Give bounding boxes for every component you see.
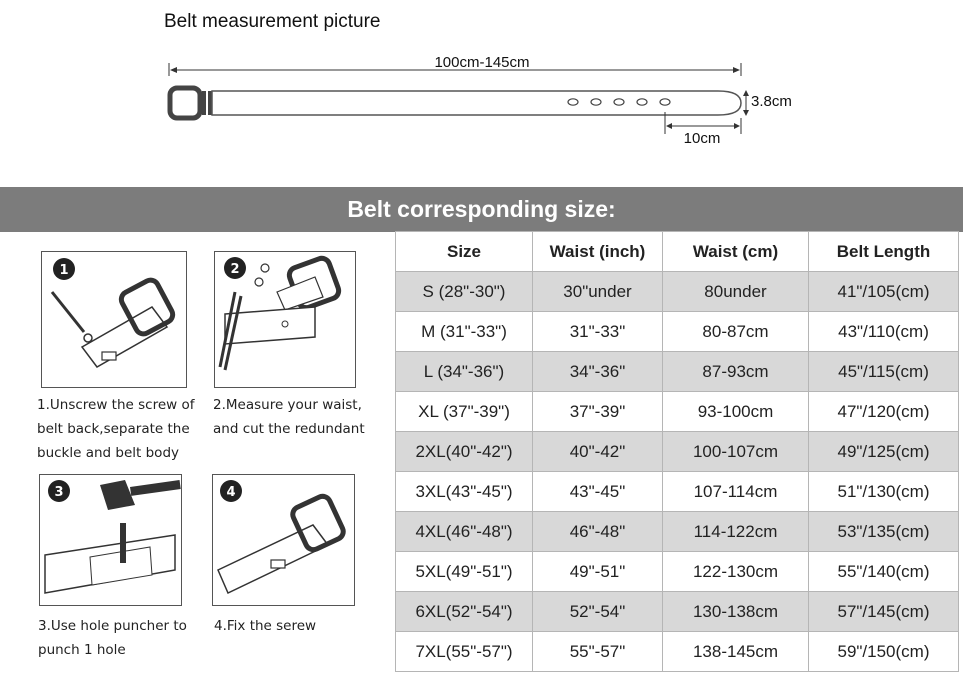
table-cell: 49"/125(cm) — [809, 432, 959, 472]
step-2-image — [214, 251, 356, 388]
table-cell: 40"-42" — [533, 432, 663, 472]
table-cell: 107-114cm — [663, 472, 809, 512]
size-table — [395, 231, 959, 672]
step-4-caption: 4.Fix the serew — [214, 618, 317, 634]
step-4-image — [212, 474, 355, 606]
table-cell: XL (37"-39") — [396, 392, 533, 432]
table-cell: 34"-36" — [533, 352, 663, 392]
header-waist-inch: Waist (inch) — [533, 232, 663, 272]
table-cell: 114-122cm — [663, 512, 809, 552]
table-cell: 51"/130(cm) — [809, 472, 959, 512]
table-cell: 46"-48" — [533, 512, 663, 552]
buckle-icon — [170, 88, 212, 118]
tip-label: 10cm — [683, 130, 721, 147]
table-cell: 52"-54" — [533, 592, 663, 632]
table-row — [396, 392, 959, 432]
table-cell: 30"under — [533, 272, 663, 312]
fix-screw-illustration — [213, 475, 354, 605]
width-label: 3.8cm — [751, 93, 792, 110]
step-3-image — [39, 474, 182, 606]
step-1-image — [41, 251, 187, 388]
step-3-caption: 3.Use hole puncher to punch 1 hole — [38, 618, 187, 658]
svg-text:4: 4 — [226, 485, 236, 500]
table-cell: 57"/145(cm) — [809, 592, 959, 632]
length-label: 100cm-145cm — [434, 54, 530, 71]
step-1-caption: 1.Unscrew the screw of belt back,separate the buckle and belt body — [37, 397, 195, 461]
svg-text:3: 3 — [54, 485, 64, 500]
table-cell: 93-100cm — [663, 392, 809, 432]
header-size: Size — [396, 232, 533, 272]
table-cell: 80under — [663, 272, 809, 312]
measure-cut-illustration — [215, 252, 355, 387]
svg-text:2: 2 — [230, 262, 240, 277]
table-row — [396, 312, 959, 352]
table-row — [396, 432, 959, 472]
table-cell: 87-93cm — [663, 352, 809, 392]
table-cell: 80-87cm — [663, 312, 809, 352]
table-cell: 53"/135(cm) — [809, 512, 959, 552]
header-belt-length: Belt Length — [809, 232, 959, 272]
table-cell: 2XL(40"-42") — [396, 432, 533, 472]
belt-measurement-diagram — [0, 0, 963, 180]
table-cell: 4XL(46"-48") — [396, 512, 533, 552]
table-cell: 49"-51" — [533, 552, 663, 592]
table-cell: 55"-57" — [533, 632, 663, 672]
diagram-heading: Belt measurement picture — [164, 11, 381, 32]
table-cell: L (34"-36") — [396, 352, 533, 392]
table-cell: 3XL(43"-45") — [396, 472, 533, 512]
table-row — [396, 632, 959, 672]
table-cell: 43"-45" — [533, 472, 663, 512]
table-row — [396, 472, 959, 512]
width-dimension — [743, 90, 749, 116]
table-cell: 130-138cm — [663, 592, 809, 632]
table-cell: 138-145cm — [663, 632, 809, 672]
table-row — [396, 512, 959, 552]
table-cell: M (31"-33") — [396, 312, 533, 352]
svg-text:1: 1 — [59, 263, 69, 278]
table-cell: 31"-33" — [533, 312, 663, 352]
table-row — [396, 592, 959, 632]
table-cell: 45"/115(cm) — [809, 352, 959, 392]
table-row — [396, 552, 959, 592]
table-cell: 122-130cm — [663, 552, 809, 592]
table-cell: 100-107cm — [663, 432, 809, 472]
table-row — [396, 352, 959, 392]
unscrew-illustration — [42, 252, 186, 387]
table-cell: 41"/105(cm) — [809, 272, 959, 312]
table-cell: 7XL(55"-57") — [396, 632, 533, 672]
table-header-row — [396, 232, 959, 272]
table-cell: 37"-39" — [533, 392, 663, 432]
table-cell: 55"/140(cm) — [809, 552, 959, 592]
size-banner: Belt corresponding size: — [0, 187, 963, 232]
table-cell: 59"/150(cm) — [809, 632, 959, 672]
table-cell: 6XL(52"-54") — [396, 592, 533, 632]
hole-punch-illustration — [40, 475, 181, 605]
table-row — [396, 272, 959, 312]
table-body — [396, 272, 959, 672]
step-2-caption: 2.Measure your waist, and cut the redundant — [213, 397, 365, 437]
header-waist-cm: Waist (cm) — [663, 232, 809, 272]
table-cell: 43"/110(cm) — [809, 312, 959, 352]
table-cell: 5XL(49"-51") — [396, 552, 533, 592]
table-cell: S (28"-30") — [396, 272, 533, 312]
table-cell: 47"/120(cm) — [809, 392, 959, 432]
